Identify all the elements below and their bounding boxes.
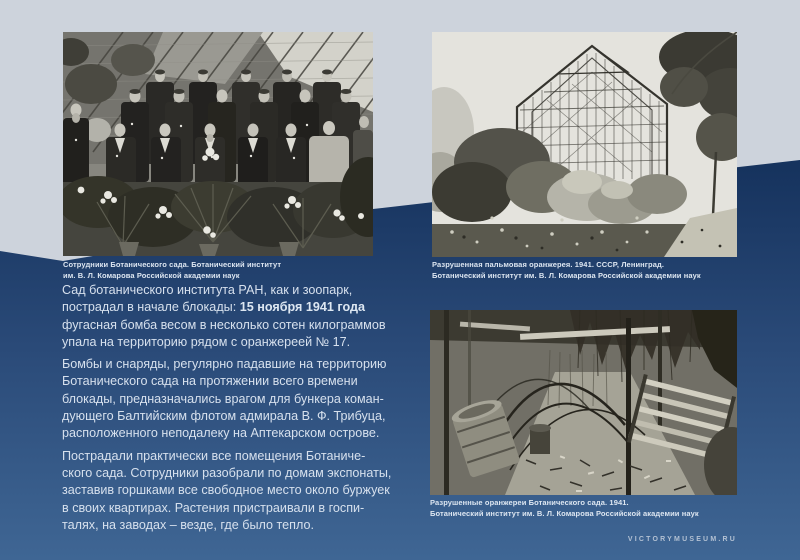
paragraph-2 <box>62 356 392 442</box>
text-line: Сад ботанического института РАН, как и зоопарк, <box>62 283 353 297</box>
date-highlight: 15 ноября 1941 года <box>239 300 365 315</box>
palm-orangery-photo <box>432 32 737 257</box>
ruined-orangeries-photo-image <box>430 310 737 495</box>
staff-photo-image <box>63 32 373 256</box>
text-line <box>62 299 392 316</box>
text-line: дующего Балтийским флотом адмирала В. Ф. Трибуца, <box>62 409 386 424</box>
caption-line: Ботанический институт им. В. Л. Комарова Российской академии наук <box>430 508 699 518</box>
caption-line: Ботанический институт им. В. Л. Комарова Российской академии наук <box>432 270 701 280</box>
text-line: блокады, предназначались врагом для бункера коман- <box>62 391 384 406</box>
text-line: заставив горшками все свободное место около буржуек <box>62 483 390 498</box>
paragraph-3 <box>62 448 392 534</box>
ruined-orangeries-photo <box>430 310 737 495</box>
site-watermark: VICTORYMUSEUM.RU <box>627 536 737 543</box>
staff-photo <box>63 32 373 256</box>
article-text <box>62 282 392 539</box>
text-line: Ботанического сада на протяжении всего времени <box>62 374 358 389</box>
text-line: Бомбы и снаряды, регулярно падавшие на территорию <box>62 357 387 372</box>
palm-orangery-photo-caption <box>432 260 742 281</box>
text-line: Пострадали практически все помещения Ботаниче- <box>62 448 366 463</box>
text-line: ского сада. Сотрудники разобрали по домам экспонаты, <box>62 465 392 480</box>
palm-orangery-photo-image <box>432 32 737 257</box>
text-line: фугасная бомба весом в несколько сотен килограммов <box>62 317 386 332</box>
paragraph-1 <box>62 282 392 351</box>
ruined-orangeries-photo-caption <box>430 498 740 519</box>
text-line: талях, на заводах – везде, где было тепло. <box>62 517 314 532</box>
text-line: упала на территорию рядом с оранжереей № 17. <box>62 334 351 349</box>
text-segment: пострадал в начале блокады: <box>62 300 240 315</box>
text-line: расположенного неподалеку на Аптекарском острове. <box>62 426 380 441</box>
caption-line: Сотрудники Ботанического сада. Ботанический институт <box>63 260 282 269</box>
caption-line: Разрушенные оранжереи Ботанического сада. 1941. <box>430 498 629 507</box>
caption-line: Разрушенная пальмовая оранжерея. 1941. СССР, Ленинград. <box>432 260 665 269</box>
staff-photo-caption <box>63 260 373 281</box>
caption-line: им. В. Л. Комарова Российской академии наук <box>63 270 240 280</box>
text-line: в своих квартирах. Растения пристраивали в госпи- <box>62 500 365 515</box>
